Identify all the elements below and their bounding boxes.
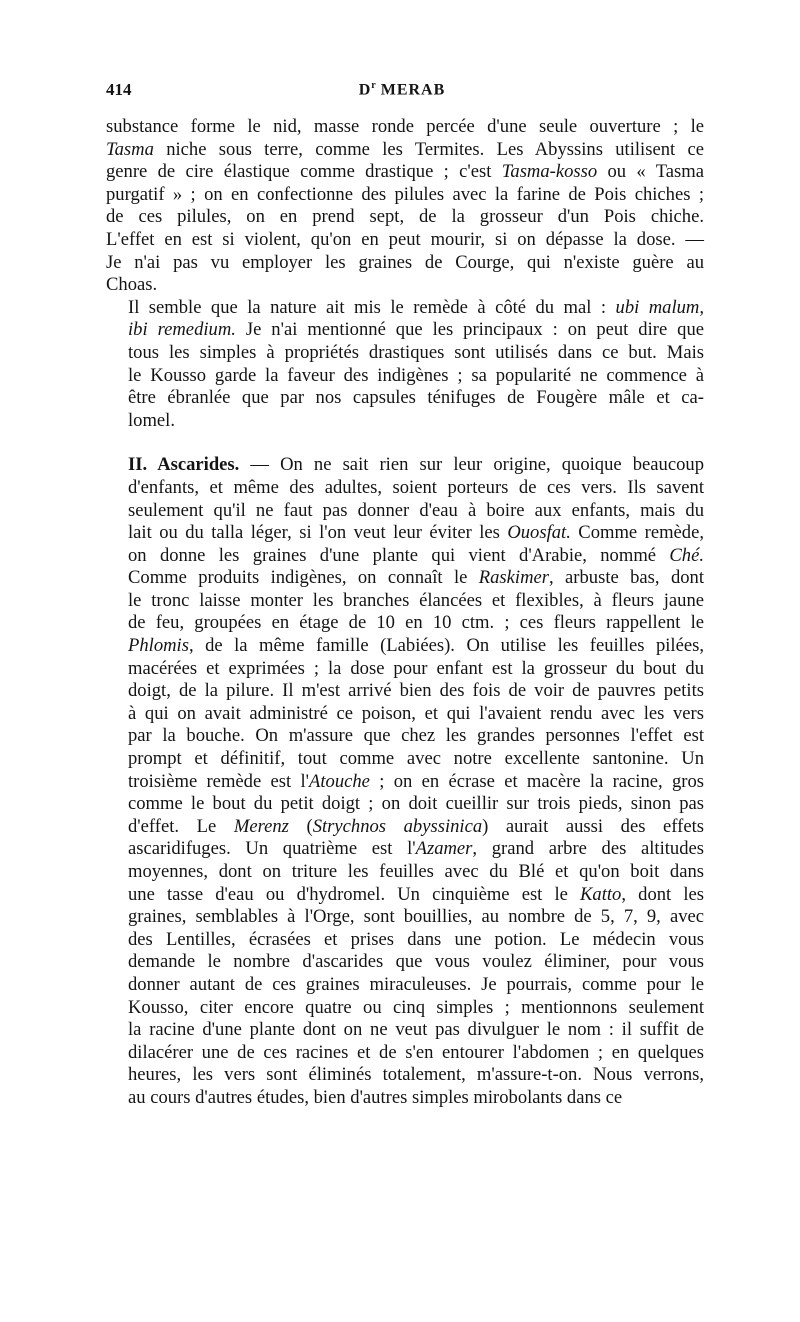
italic-term: Azamer <box>415 838 473 860</box>
italic-term: ubi malum, <box>615 296 704 318</box>
text-line <box>106 206 704 229</box>
section-heading: II. Ascarides. <box>128 454 240 476</box>
text-line <box>106 319 704 342</box>
text-run: heures, les vers sont éliminés totalement, m'assure-t-on. Nous verrons, <box>128 1064 704 1086</box>
text-line <box>106 274 704 297</box>
text-line <box>106 1042 704 1065</box>
italic-term: ibi remedium. <box>128 319 236 341</box>
italic-term: Katto <box>580 883 622 905</box>
text-run: prompt et définitif, tout comme avec notre excellente santonine. Un <box>128 748 704 770</box>
text-run: troisième remède est l' <box>128 770 309 792</box>
text-run: être ébranlée que par nos capsules ténifuges de Fougère mâle et ca- <box>128 387 704 409</box>
italic-term: Strychnos abyssinica <box>312 815 483 837</box>
text-run: seulement qu'il ne faut pas donner d'eau à boire aux enfants, mais du <box>128 499 704 521</box>
italic-term: Atouche <box>309 770 370 792</box>
author-prefix-sup: r <box>371 80 376 91</box>
text-line <box>106 342 704 365</box>
text-line <box>106 635 704 658</box>
text-line <box>106 522 704 545</box>
text-line <box>106 252 704 275</box>
text-line <box>106 997 704 1020</box>
text-run: ) aurait aussi des effets <box>482 815 704 837</box>
italic-term: Merenz <box>233 815 289 837</box>
text-run: purgatif » ; on en confectionne des pilules avec la farine de Pois chiches ; <box>106 183 704 205</box>
page-header <box>106 80 698 106</box>
text-run: Je n'ai pas vu employer les graines de Courge, qui n'existe guère au <box>106 251 704 273</box>
text-run: , dont les <box>621 883 704 905</box>
paragraph-1 <box>106 116 704 297</box>
text-run: Choas. <box>106 274 158 296</box>
text-run: Je n'ai mentionné que les principaux : on peut dire que <box>235 319 705 341</box>
text-run: Comme produits indigènes, on connaît le <box>128 567 479 589</box>
italic-term: Ouosfat. <box>507 522 571 544</box>
text-line <box>106 500 704 523</box>
author-prefix: D <box>358 81 372 99</box>
italic-term: Ché. <box>669 544 704 566</box>
text-line <box>106 658 704 681</box>
text-run: une tasse d'eau ou d'hydromel. Un cinquième est le <box>128 883 581 905</box>
text-line <box>106 861 704 884</box>
text-run: L'effet en est si violent, qu'on en peut mourir, si on dépasse la dose. — <box>106 228 704 250</box>
text-run: macérées et exprimées ; la dose pour enfant est la grosseur du bout du <box>128 657 704 679</box>
text-line <box>106 297 704 320</box>
text-line <box>106 612 704 635</box>
text-run: genre de cire élastique comme drastique ; c'est <box>106 161 502 183</box>
text-run: par la bouche. On m'assure que chez les grandes personnes l'effet est <box>128 725 704 747</box>
italic-term: Phlomis <box>128 635 189 657</box>
text-run: dilacérer une de ces racines et de s'en entourer l'abdomen ; en quelques <box>128 1041 704 1063</box>
text-line <box>106 929 704 952</box>
text-run: donner autant de ces graines miraculeuses. Je pourrais, comme pour le <box>128 973 704 995</box>
text-run: demande le nombre d'ascarides que vous voulez éliminer, pour vous <box>128 951 704 973</box>
text-line <box>106 139 704 162</box>
text-line <box>106 365 704 388</box>
text-line <box>106 410 704 433</box>
text-run: de ces pilules, on en prend sept, de la grosseur d'un Pois chiche. <box>106 206 704 228</box>
text-run: on donne les graines d'une plante qui vient d'Arabie, nommé <box>128 544 670 566</box>
text-run: , de la même famille (Labiées). On utilise les feuilles pilées, <box>188 635 704 657</box>
text-line <box>106 454 704 477</box>
text-run: à qui on avait administré ce poison, et qui l'avaient rendu avec les vers <box>128 702 704 724</box>
text-run: — On ne sait rien sur leur origine, quoique beaucoup <box>239 454 704 476</box>
text-line <box>106 387 704 410</box>
text-line <box>106 184 704 207</box>
text-run: substance forme le nid, masse ronde percée d'une seule ouverture ; le <box>106 116 704 137</box>
text-line <box>106 545 704 568</box>
text-run: Il semble que la nature ait mis le remède à côté du mal : <box>128 296 616 318</box>
text-run: de feu, groupées en étage de 10 en 10 ctm. ; ces fleurs rappellent le <box>128 612 704 634</box>
text-run: des Lentilles, écrasées et prises dans une potion. Le médecin vous <box>128 928 704 950</box>
text-line <box>106 161 704 184</box>
paragraph-ascarides <box>106 454 704 1109</box>
text-run: d'enfants, et même des adultes, soient porteurs de ces vers. Ils savent <box>128 476 704 498</box>
text-line <box>106 229 704 252</box>
page-number: 414 <box>106 80 132 99</box>
body-text <box>106 116 704 1110</box>
text-run: ascaridifuges. Un quatrième est l' <box>128 838 416 860</box>
text-run: ( <box>288 815 313 837</box>
text-line <box>106 567 704 590</box>
text-run: la racine d'une plante dont on ne veut pas divulguer le nom : il suffit de <box>128 1019 704 1041</box>
text-run: moyennes, dont on triture les feuilles avec du Blé et qu'on boit dans <box>128 861 704 882</box>
running-head <box>106 80 698 99</box>
text-run: Comme remède, <box>570 522 704 544</box>
text-run: le Kousso garde la faveur des indigènes ; sa popularité ne commence à <box>128 364 704 386</box>
text-line <box>106 680 704 703</box>
text-run: doigt, de la pilure. Il m'est arrivé bien des fois de voir de pauvres petits <box>128 680 704 702</box>
text-line <box>106 703 704 726</box>
text-line <box>106 793 704 816</box>
text-run: d'effet. Le <box>128 815 234 837</box>
text-run: Kousso, citer encore quatre ou cinq simples ; mentionnons seulement <box>128 996 704 1018</box>
text-line <box>106 590 704 613</box>
text-line <box>106 951 704 974</box>
text-run: ou « Tasma <box>597 161 704 183</box>
text-line <box>106 477 704 500</box>
text-line <box>106 974 704 997</box>
author-name: MERAB <box>375 81 446 99</box>
text-run: , arbuste bas, dont <box>549 567 704 589</box>
text-run: lait ou du talla léger, si l'on veut leur éviter les <box>128 522 508 544</box>
text-line <box>106 748 704 771</box>
text-run: , grand arbre des altitudes <box>472 838 704 860</box>
text-run: lomel. <box>128 409 175 431</box>
text-line <box>106 838 704 861</box>
text-line <box>106 884 704 907</box>
italic-term: Raskimer <box>478 567 550 589</box>
text-line <box>106 725 704 748</box>
text-run: au cours d'autres études, bien d'autres simples mirobolants dans ce <box>128 1086 623 1108</box>
text-line <box>106 906 704 929</box>
italic-term: Tasma-kosso <box>501 161 598 183</box>
text-run: tous les simples à propriétés drastiques sont utilisés dans ce but. Mais <box>128 341 704 363</box>
text-line <box>106 771 704 794</box>
text-line <box>106 116 704 139</box>
text-run: graines, semblables à l'Orge, sont bouillies, au nombre de 5, 7, 9, avec <box>128 906 704 928</box>
italic-term: Tasma <box>106 138 154 160</box>
text-run: comme le bout du petit doigt ; on doit cueillir sur trois pieds, sinon pas <box>128 793 704 815</box>
text-run: niche sous terre, comme les Termites. Les Abyssins utilisent ce <box>153 138 704 160</box>
paragraph-2 <box>106 297 704 433</box>
text-run: ; on en écrase et macère la racine, gros <box>369 770 704 792</box>
text-line <box>106 1019 704 1042</box>
text-line <box>106 1087 704 1110</box>
text-run: le tronc laisse monter les branches élancées et flexibles, à fleurs jaune <box>128 589 704 611</box>
text-line <box>106 816 704 839</box>
text-line <box>106 1064 704 1087</box>
